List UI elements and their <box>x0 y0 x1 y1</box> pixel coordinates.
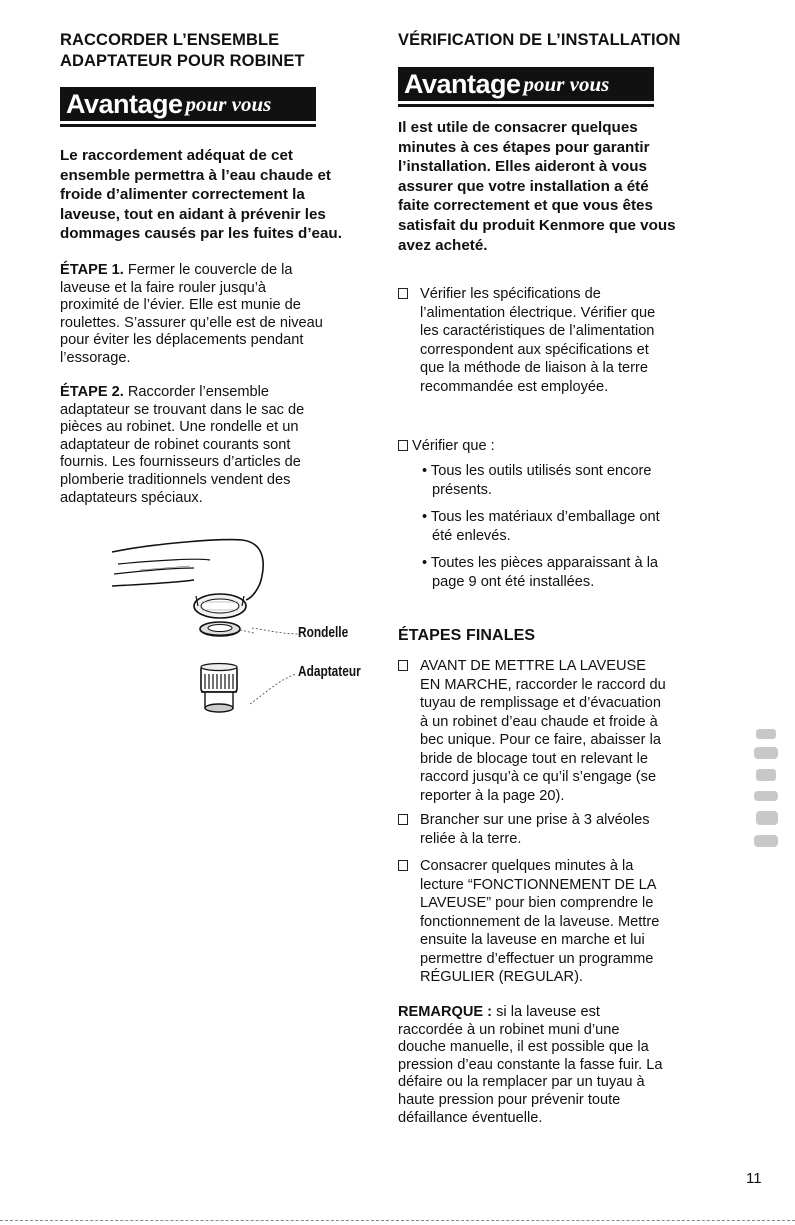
bullet-parts: • Toutes les pièces apparaissant à la page 9 ont été installées. <box>422 555 659 590</box>
washer-label: Rondelle <box>298 625 349 641</box>
page-edge <box>0 1220 795 1222</box>
banner-rule <box>60 124 316 127</box>
adapter-label: Adaptateur <box>298 664 361 680</box>
washer-leader <box>252 626 302 638</box>
step-1: ÉTAPE 1. Fermer le couvercle de la laveuse et la faire rouler jusqu’à proximité de l’évier. Elle est munie de roulettes. S’assurer qu’elle est de niveau pour éviter les déplacements pendant l’essorage. <box>60 262 323 366</box>
section-heading-adapter: RACCORDER L’ENSEMBLE ADAPTATEUR POUR ROBINET <box>60 31 305 70</box>
adapter-illustration <box>197 662 247 718</box>
checkbox[interactable] <box>398 660 408 671</box>
faucet-illustration <box>110 530 270 622</box>
final-steps-heading: ÉTAPES FINALES <box>398 627 536 644</box>
step-2: ÉTAPE 2. Raccorder l’ensemble adaptateur se trouvant dans le sac de pièces au robinet. Une rondelle et un adaptateur de robinet courants sont fournis. Les fournisseurs d’articles de plomberie traditionnels vendent des adaptateurs spéciaux. <box>60 384 305 506</box>
checkbox[interactable] <box>398 814 408 825</box>
benefit-banner: Avantage pour vous <box>60 87 316 121</box>
adapter-leader <box>248 668 298 708</box>
scan-watermark <box>748 725 786 865</box>
banner-rule-right <box>398 104 654 107</box>
section-heading-verification: VÉRIFICATION DE L’INSTALLATION <box>398 31 681 49</box>
bullet-packaging: • Tous les matériaux d’emballage ont été enlevés. <box>422 509 660 544</box>
benefit-banner-right: Avantage pour vous <box>398 67 654 101</box>
bullet-tools: • Tous les outils utilisés sont encore présents. <box>422 463 652 498</box>
washer-illustration <box>196 617 256 643</box>
note-paragraph: REMARQUE : si la laveuse est raccordée à un robinet muni d’une douche manuelle, il est possible que la pression d’eau constante la fasse fuir. La défaire ou la remplacer par un tuyau à haute pression pour prévenir toute défaillance éventuelle. <box>398 1004 663 1126</box>
intro-text: Le raccordement adéquat de cet ensemble permettra à l’eau chaude et froide d’alimenter correctement la laveuse, tout en aidant à prévenir les dommages causés par les fuites d’eau. <box>60 147 342 243</box>
page-number: 11 <box>746 1170 762 1187</box>
checkbox[interactable] <box>398 860 408 871</box>
checkbox[interactable] <box>398 288 408 299</box>
verification-intro: Il est utile de consacrer quelques minutes à ces étapes pour garantir l’installation. Elles aideront à vous assurer que votre installation a été faite correctement et que vous êtes satisfait du produit Kenmore que vous avez acheté. <box>398 119 676 254</box>
checkbox[interactable] <box>398 440 408 451</box>
